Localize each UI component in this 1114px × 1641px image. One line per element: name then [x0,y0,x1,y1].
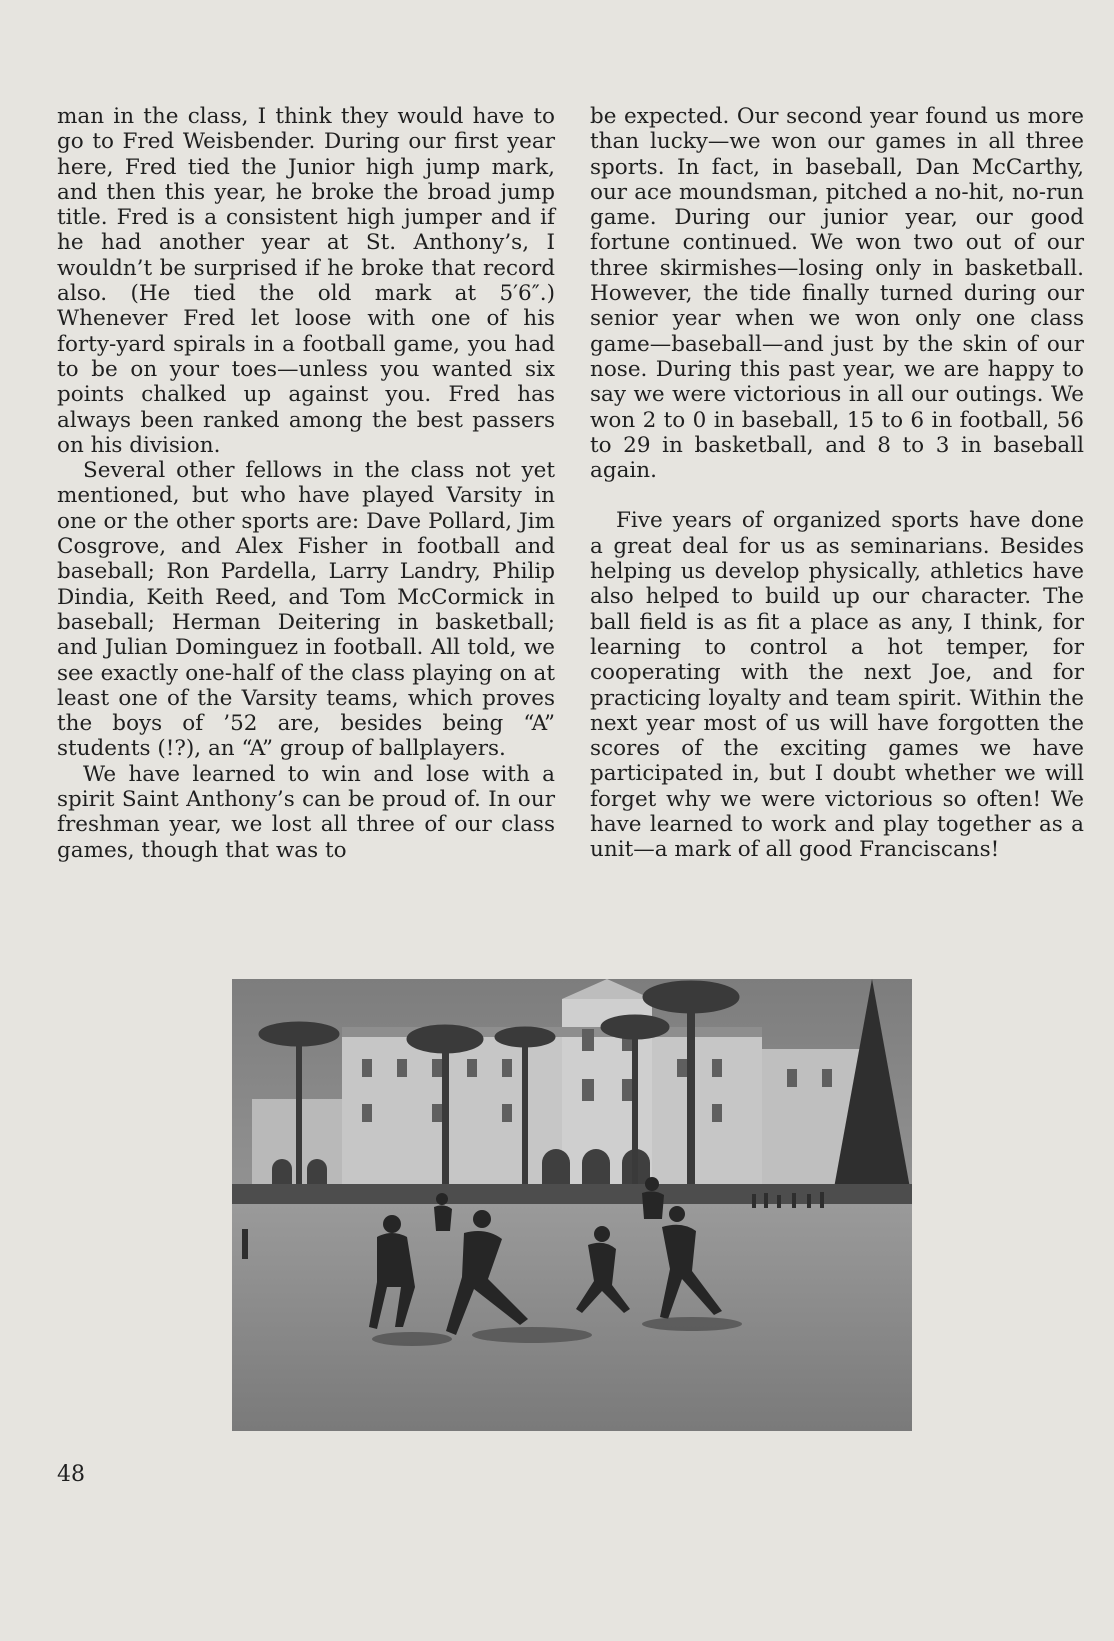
left-text-column [57,104,555,863]
football-game-photo [232,979,912,1431]
right-paragraph-2: Five years of organized sports have done a great deal for us as seminarians. Besides helping us develop physically, athletics have also helped to build up our character. The ball field is as fit a place as any, I think, for learning to control a hot temper, for cooperating with the next Joe, and for practicing loyalty and team spirit. Within the next year most of us will have forgotten the scores of the exciting games we have participated in, but I doubt whether we will forget why we were victorious so often! We have learned to work and play together as a unit—a mark of all good Franciscans! [590,508,1084,863]
playing-field [232,1204,912,1431]
page-number: 48 [57,1462,85,1487]
left-paragraph-1: man in the class, I think they would have to go to Fred Weisbender. During our first year here, Fred tied the Junior high jump mark, and then this year, he broke the broad jump title. Fred is a consistent high jumper and if he had another year at St. Anthony’s, I wouldn’t be surprised if he broke that record also. (He tied the old mark at 5′6″.) Whenever Fred let loose with one of his forty-yard spirals in a football game, you had to be on your toes—unless you wanted six points chalked up against you. Fred has always been ranked among the best passers on his division. [57,104,555,458]
right-text-column [590,104,1084,863]
left-paragraph-2: Several other fellows in the class not yet mentioned, but who have played Varsity in one or the other sports are: Dave Pollard, Jim Cosgrove, and Alex Fisher in football and baseball; Ron Pardella, Larry Landry, Philip Dindia, Keith Reed, and Tom McCormick in baseball; Herman Deitering in basketball; and Julian Dominguez in football. All told, we see exactly one-half of the class playing on at least one of the Varsity teams, which proves the boys of ’52 are, besides being “A” students (!?), an “A” group of ballplayers. [57,458,555,762]
right-paragraph-1: be expected. Our second year found us more than lucky—we won our games in all three sports. In fact, in baseball, Dan McCarthy, our ace moundsman, pitched a no-hit, no-run game. During our junior year, our good fortune continued. We won two out of our three skirmishes—losing only in basketball. However, the tide finally turned during our senior year when we won only one class game—baseball—and just by the skin of our nose. During this past year, we are happy to say we were victorious in all our outings. We won 2 to 0 in baseball, 15 to 6 in football, 56 to 29 in basketball, and 8 to 3 in baseball again. [590,104,1084,484]
seminary-football-scene [232,979,912,1431]
left-paragraph-3: We have learned to win and lose with a spirit Saint Anthony’s can be proud of. In our freshman year, we lost all three of our class games, though that was to [57,761,555,863]
